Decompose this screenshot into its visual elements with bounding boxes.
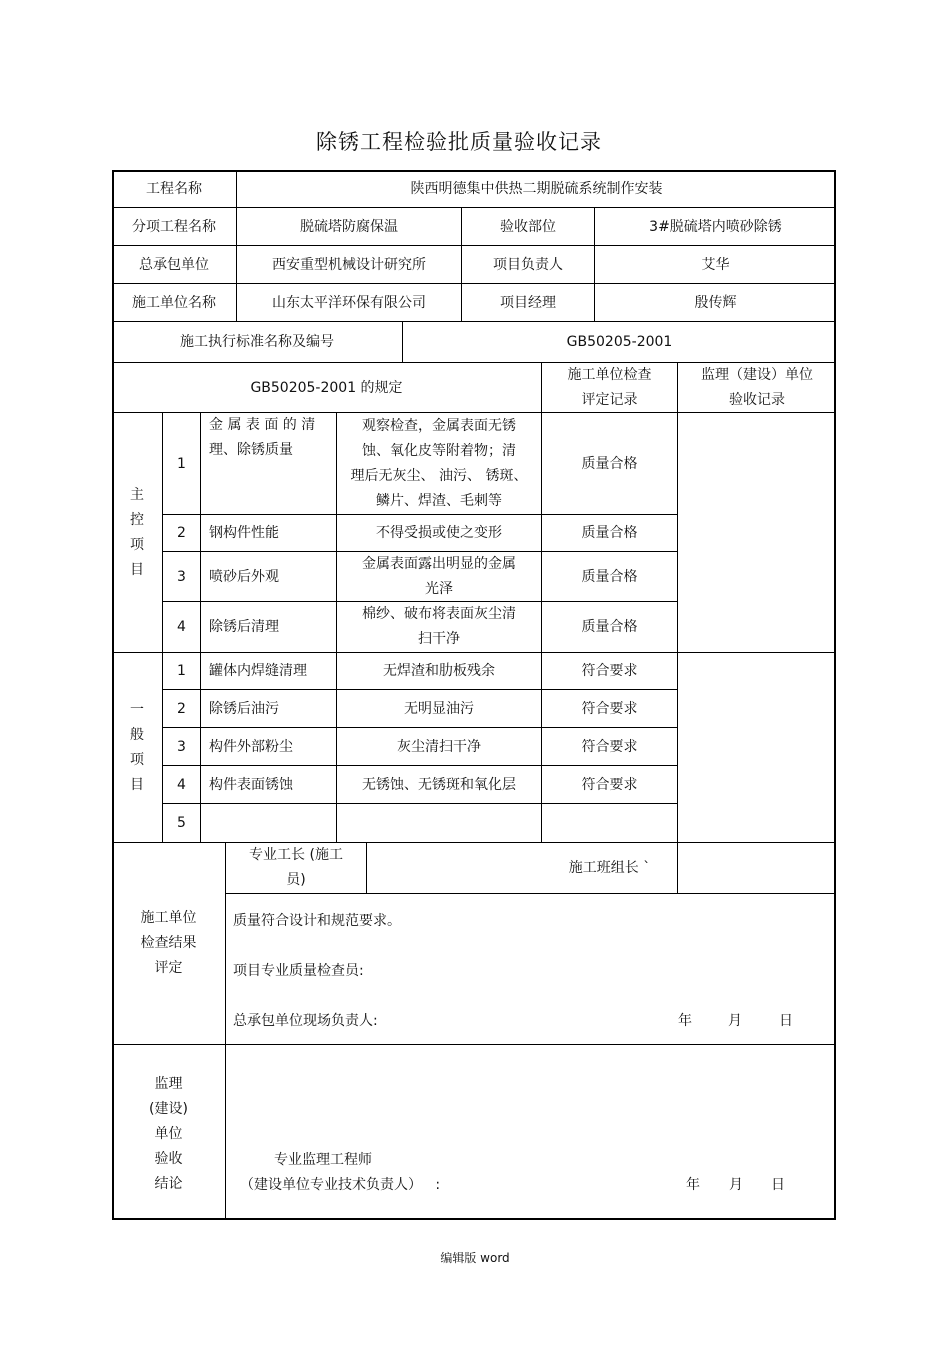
supervision-header-line: 验收记录 [729,391,785,408]
project-manager: 殷传辉 [694,294,737,311]
item-requirement: 无明显油污 [404,700,474,717]
item-requirement [337,552,541,601]
grid-line [366,842,367,894]
inspection-header-line: 施工单位检查 [567,366,652,383]
item-requirement-line: 扫干净 [418,631,460,647]
grid-line [112,842,836,843]
item-number: 2 [177,700,186,717]
item-number: 4 [177,619,186,635]
item-name: 除锈后清理 [209,619,279,635]
date-year: 年 [678,1013,692,1029]
item-result: 质量合格 [581,525,638,541]
group-label-char: 项 [130,751,144,768]
group-label-char: 目 [130,776,144,793]
item-name [201,413,336,514]
supervision-engineer-sub-label: （建设单位专业技术负责人） : [240,1177,441,1193]
inspection-header-line: 评定记录 [581,391,638,408]
grid-line [225,893,836,894]
project-name: 陕西明德集中供热二期脱硫系统制作安装 [410,180,663,197]
date-day: 日 [771,1177,785,1193]
item-result: 符合要求 [581,700,638,717]
acceptance-part: 3#脱硫塔内喷砂除锈 [649,218,782,235]
project-leader: 艾华 [701,256,730,273]
item-result: 符合要求 [581,776,638,793]
date-month: 月 [729,1177,743,1193]
supervision-engineer-label: 专业监理工程师 [274,1152,372,1168]
sub-project: 脱硫塔防腐保温 [300,218,398,235]
project-name-label: 工程名称 [146,180,202,197]
spec-header: GB50205-2001 的规定 [250,379,403,396]
general-items-group-label [112,653,162,842]
acceptance-part-label: 验收部位 [500,218,556,235]
item-requirement: 无焊渣和肋板残余 [383,663,495,679]
standard-label: 施工执行标准名称及编号 [180,334,334,350]
item-requirement-line: 金属表面露出明显的金属 [362,555,516,572]
date-day: 日 [779,1013,793,1029]
page-title: 除锈工程检验批质量验收记录 [316,130,602,154]
item-number: 2 [177,525,186,541]
item-result [542,804,677,842]
foreman-label-line: 专业工长 (施工 [249,847,343,863]
foreman-label-line: 员) [286,872,306,888]
item-result: 质量合格 [581,568,638,585]
date-year: 年 [686,1177,700,1193]
standard-code: GB50205-2001 [566,334,673,350]
item-number: 1 [177,663,186,679]
sub-project-label: 分项工程名称 [132,218,216,235]
construction-result-label-line: 评定 [154,959,183,976]
item-name: 钢构件性能 [209,525,279,541]
item-name: 罐体内焊缝清理 [209,663,307,679]
supervision-header [678,363,836,412]
construction-unit: 山东太平洋环保有限公司 [272,294,426,311]
item-requirement [337,602,541,652]
group-label-char: 控 [130,511,144,528]
date-month: 月 [728,1013,742,1029]
supervision-label-line: 验收 [154,1150,183,1167]
item-requirement: 不得受损或使之变形 [376,525,502,541]
supervision-label-line: 结论 [154,1175,183,1192]
inspection-header [542,363,677,412]
item-requirement-line: 棉纱、破布将表面灰尘清 [362,606,516,622]
site-leader-label: 总承包单位现场负责人: [233,1013,378,1029]
group-label-char: 一 [130,701,144,718]
footer-note: 编辑版 word [440,1251,510,1265]
item-number: 1 [177,455,186,472]
item-requirement-line: 蚀、氧化皮等附着物；清 [362,442,516,459]
item-name-line: 金 属 表 面 的 清 [209,417,316,433]
item-requirement: 灰尘清扫干净 [397,738,481,755]
general-contractor-label: 总承包单位 [139,256,209,273]
project-manager-label: 项目经理 [500,294,556,311]
group-label-char: 目 [130,561,144,578]
item-requirement [337,413,541,514]
construction-result-label [112,893,225,993]
construction-result-label-line: 检查结果 [140,934,197,951]
item-number: 3 [177,568,186,585]
supervision-label-line: 单位 [154,1125,183,1142]
supervision-label-line: (建设) [149,1100,188,1117]
quality-conclusion: 质量符合设计和规范要求。 [233,913,401,929]
team-leader-label: 施工班组长 ` [568,860,651,876]
item-name-line: 理、除锈质量 [209,442,293,458]
supervision-header-line: 监理（建设）单位 [701,366,813,383]
item-result: 质量合格 [581,455,638,472]
item-name: 构件外部粉尘 [209,738,293,755]
group-label-char: 般 [130,726,144,743]
grid-line [112,1044,836,1045]
item-requirement-line: 观察检查，金属表面无锈 [362,417,516,434]
item-name: 喷砂后外观 [209,568,279,585]
group-label-char: 项 [130,536,144,553]
group-label-char: 主 [130,486,144,503]
item-result: 符合要求 [581,663,638,679]
grid-line [225,842,226,1220]
item-number: 5 [177,815,186,831]
item-result: 质量合格 [581,619,638,635]
construction-result-label-line: 施工单位 [140,909,197,926]
item-name: 构件表面锈蚀 [209,776,293,793]
item-requirement-line: 理后无灰尘、 油污、 锈斑、 [350,467,528,484]
supervision-conclusion-label [112,1070,225,1198]
main-items-group-label [112,413,162,652]
supervision-label-line: 监理 [154,1075,183,1092]
item-requirement-line: 光泽 [425,580,453,597]
item-requirement [337,804,541,842]
quality-inspector-label: 项目专业质量检查员: [233,963,364,979]
project-leader-label: 项目负责人 [493,256,563,273]
item-result: 符合要求 [581,738,638,755]
item-number: 3 [177,738,186,755]
grid-line [677,362,678,894]
item-requirement: 无锈蚀、无锈斑和氧化层 [362,776,516,793]
item-requirement-line: 鳞片、焊渣、毛刺等 [376,492,502,509]
general-contractor: 西安重型机械设计研究所 [272,256,426,273]
item-number: 4 [177,776,186,793]
item-name: 除锈后油污 [209,700,279,717]
foreman-label [226,843,366,893]
construction-unit-label: 施工单位名称 [132,294,216,311]
item-name [201,804,336,842]
